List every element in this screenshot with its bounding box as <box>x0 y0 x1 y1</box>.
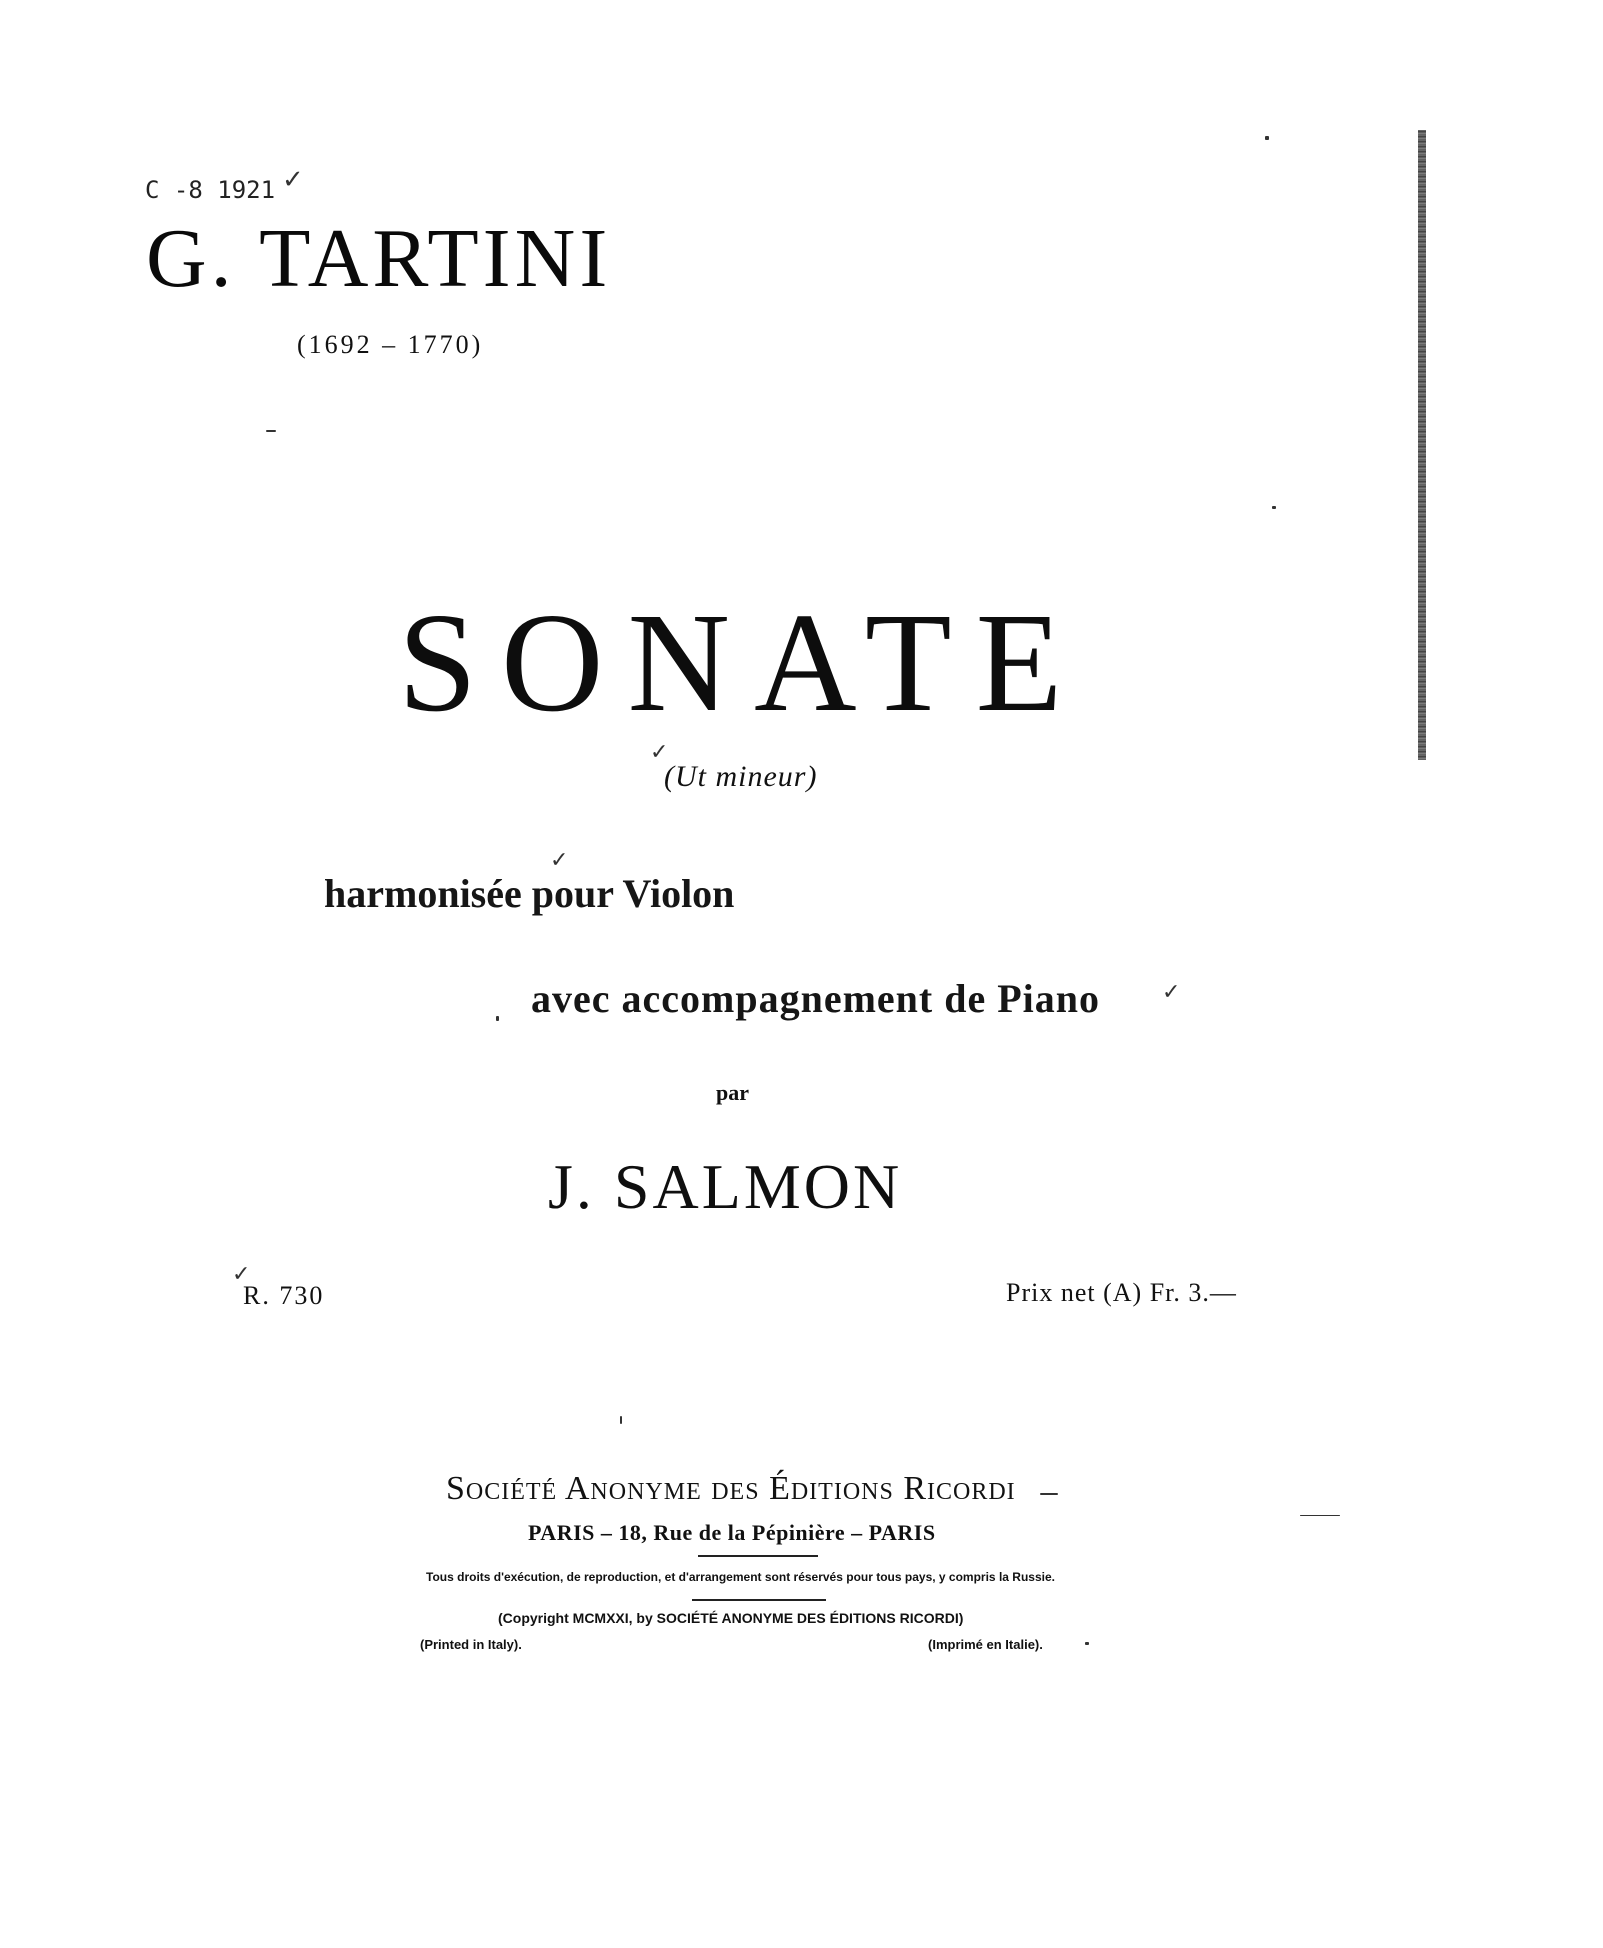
scan-speck <box>496 1016 499 1021</box>
copyright-notice: (Copyright MCMXXI, by SOCIÉTÉ ANONYME DES ÉDITIONS RICORDI) <box>498 1610 964 1626</box>
pencil-check-icon: ✓ <box>1162 980 1181 1005</box>
scan-speck <box>1272 506 1276 509</box>
pencil-check-icon: ✓ <box>282 165 304 195</box>
rights-notice: Tous droits d'exécution, de reproduction, et d'arrangement sont réservés pour tous pays, y compris la Russie. <box>426 1570 1055 1584</box>
publisher-address: PARIS – 18, Rue de la Pépinière – PARIS <box>528 1520 936 1545</box>
net-price: Prix net (A) Fr. 3.— <box>1006 1278 1237 1307</box>
work-title: SONATE <box>398 583 1087 741</box>
pencil-check-icon: ✓ <box>550 848 569 873</box>
instrumentation-line: harmonisée pour Violon <box>324 871 735 916</box>
pencil-check-icon: ✓ <box>650 740 669 765</box>
scan-speck <box>620 1416 622 1424</box>
composer-dates: (1692 – 1770) <box>297 330 484 359</box>
divider-rule <box>698 1555 818 1557</box>
library-stamp: C -8 1921 <box>145 176 276 204</box>
binding-edge <box>1418 130 1426 760</box>
imprime-en-note: (Imprimé en Italie). <box>928 1637 1043 1652</box>
scan-speck <box>1265 136 1269 140</box>
scan-speck <box>266 430 276 432</box>
publisher-name: Société Anonyme des Éditions Ricordi <box>446 1470 1016 1507</box>
pencil-check-icon: ✓ <box>232 1262 251 1287</box>
printed-in-note: (Printed in Italy). <box>420 1637 522 1652</box>
composer-name: G. TARTINI <box>146 212 612 305</box>
work-key: (Ut mineur) <box>664 760 818 793</box>
divider-rule <box>692 1599 826 1601</box>
scan-speck <box>1040 1493 1058 1495</box>
accompaniment-line: avec accompagnement de Piano <box>531 976 1101 1021</box>
scan-speck <box>1300 1515 1340 1516</box>
arranger-name: J. SALMON <box>548 1151 903 1222</box>
catalog-number: R. 730 <box>243 1281 325 1310</box>
scan-speck <box>1085 1642 1089 1645</box>
by-label: par <box>716 1080 749 1105</box>
